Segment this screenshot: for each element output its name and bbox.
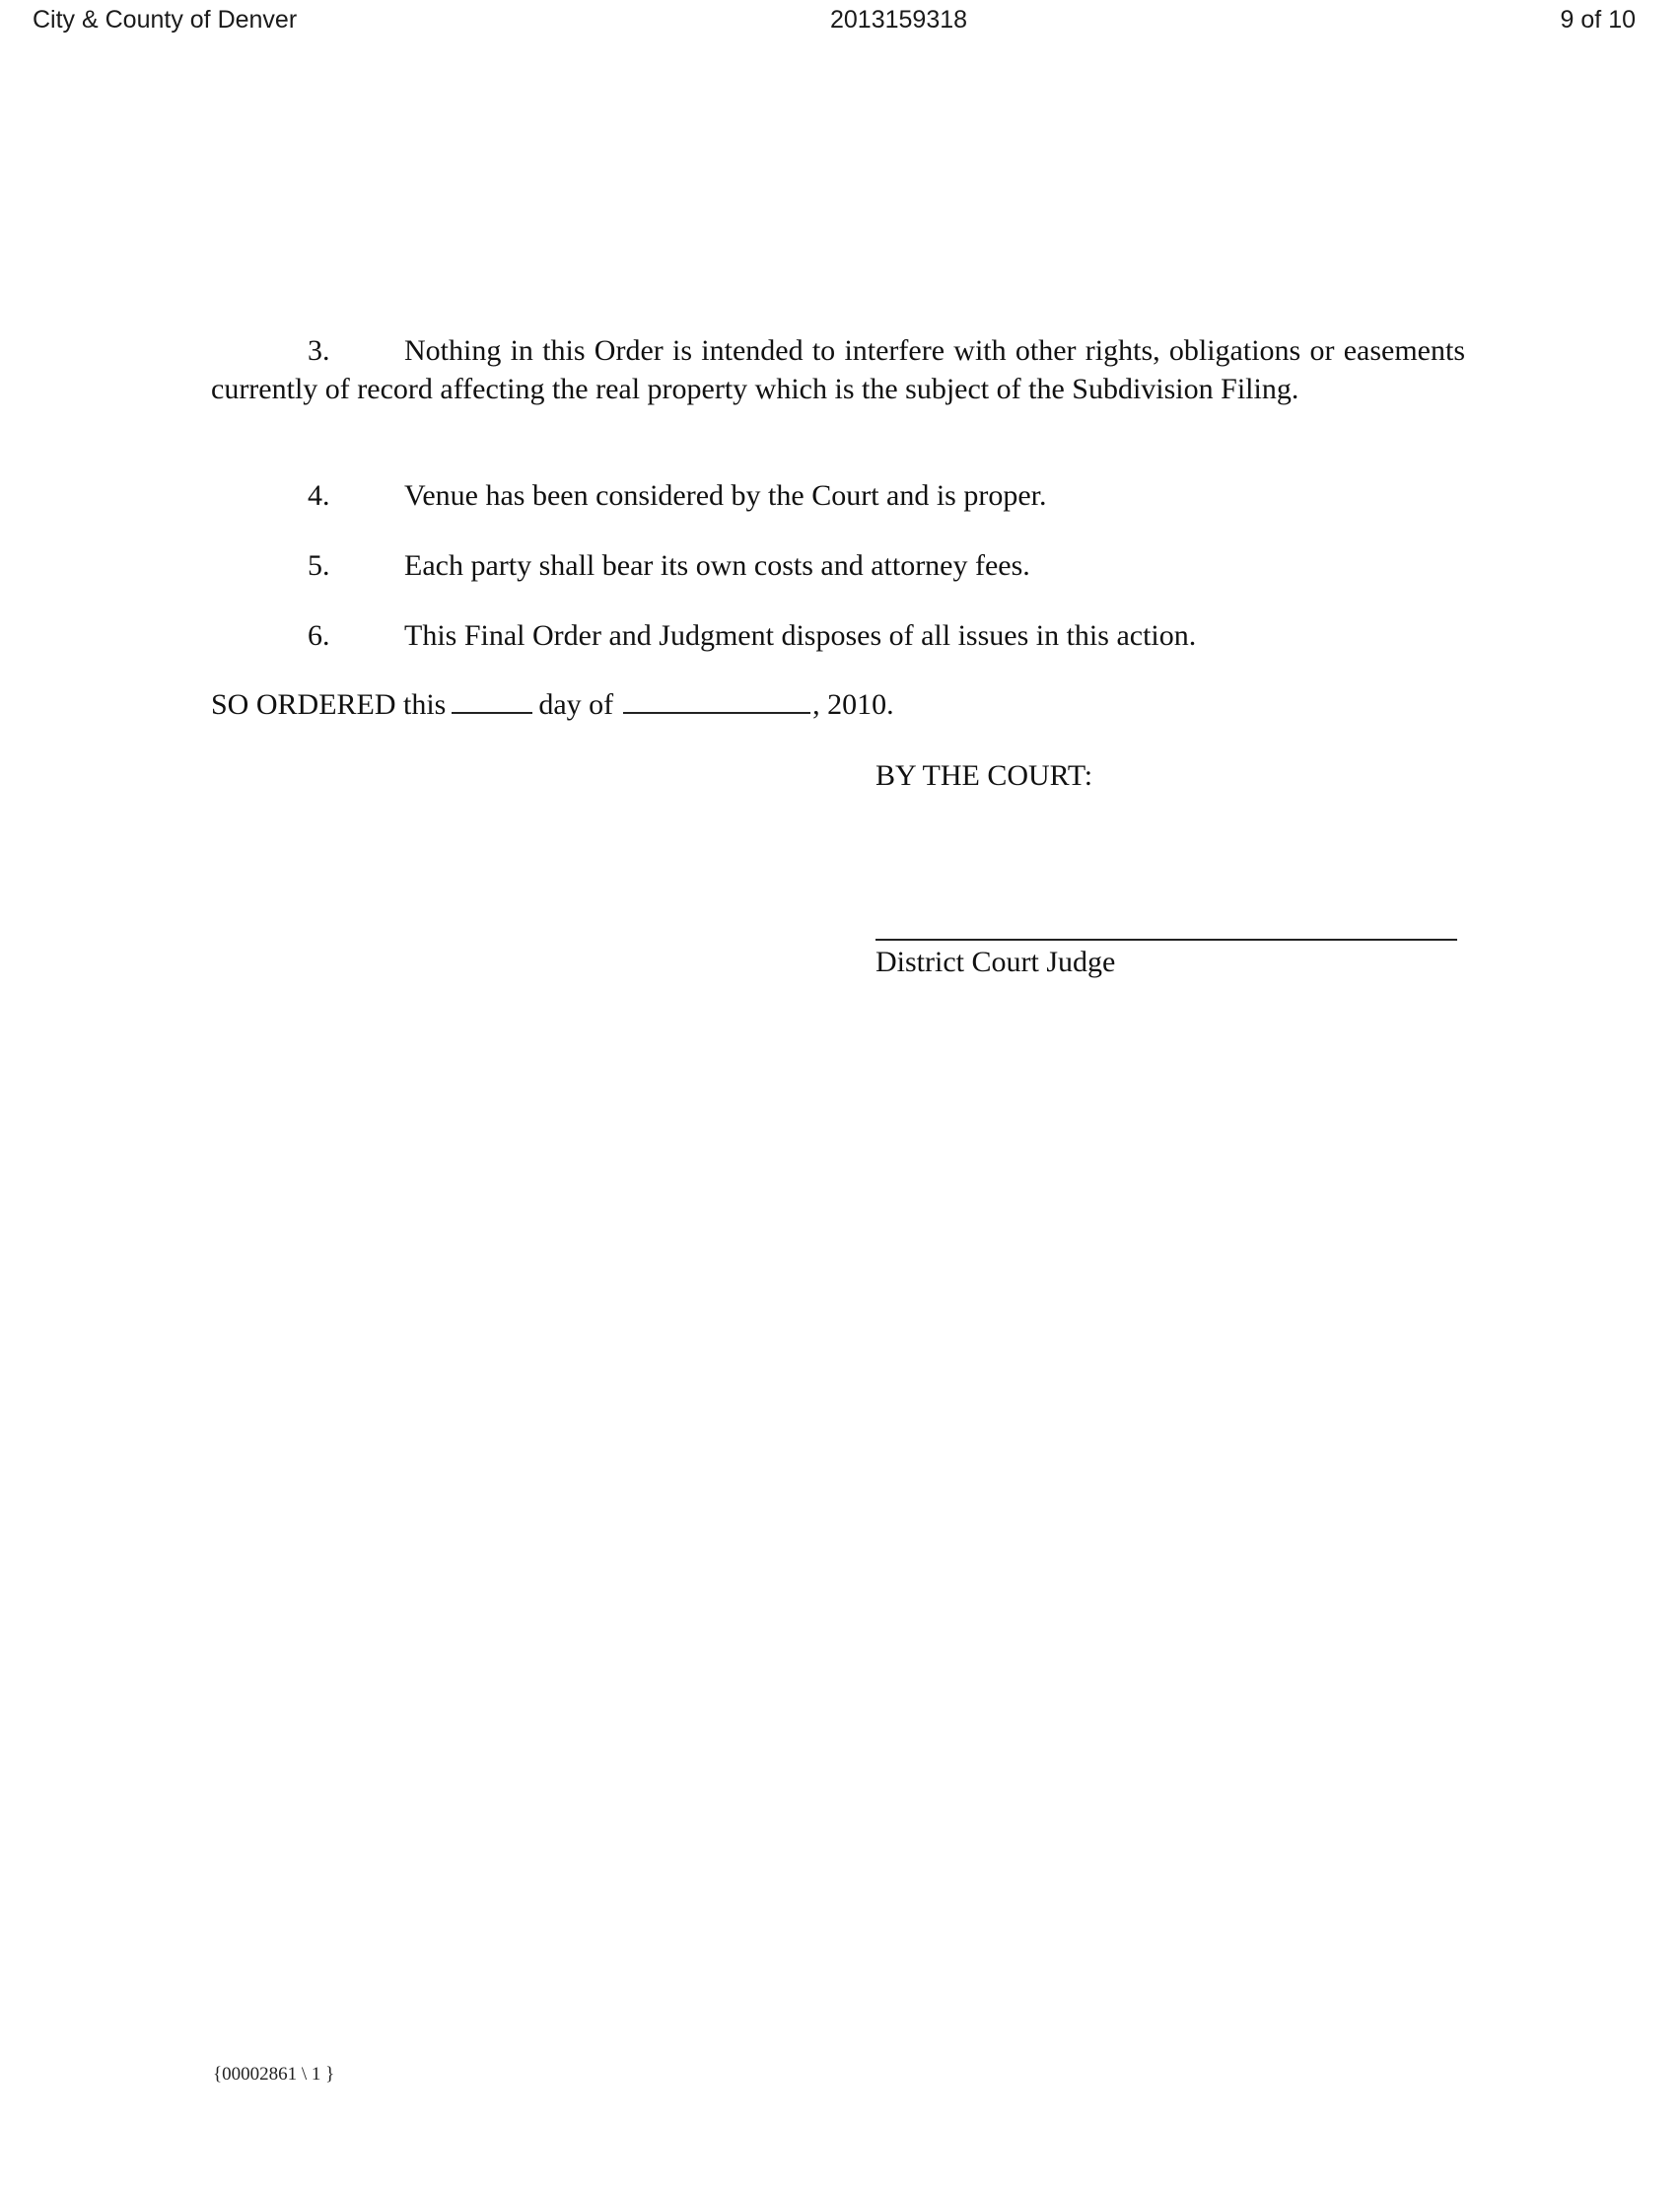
by-the-court: BY THE COURT: [875,759,1093,792]
paragraph-4 [308,476,1047,515]
so-ordered-prefix: SO ORDERED this [211,688,447,721]
footer-document-code: {00002861 \ 1 } [213,2064,335,2085]
so-ordered-suffix: , 2010. [812,688,894,721]
signature-line [875,939,1457,941]
paragraph-4-text: Venue has been considered by the Court and is proper. [404,479,1047,512]
paragraph-3 [211,331,1465,408]
header-jurisdiction: City & County of Denver [33,6,298,34]
paragraph-3-number: 3. [308,334,330,367]
month-blank [623,686,810,714]
header-document-number: 2013159318 [830,6,968,34]
paragraph-6-number: 6. [308,619,330,652]
paragraph-5-text: Each party shall bear its own costs and attorney fees. [404,549,1030,582]
paragraph-5-number: 5. [308,549,330,582]
paragraph-3-text: Nothing in this Order is intended to interfere with other rights, obligations or easements currently of record affecting the real property which is the subject of the Subdivision Filing. [211,334,1465,405]
paragraph-6 [308,616,1196,655]
signature-title: District Court Judge [875,946,1116,978]
paragraph-4-number: 4. [308,479,330,512]
page-header [0,0,1680,47]
paragraph-6-text: This Final Order and Judgment disposes of all issues in this action. [404,619,1197,652]
day-blank [452,686,532,714]
header-page-count: 9 of 10 [1560,6,1636,34]
so-ordered-middle: day of [538,688,614,721]
paragraph-5 [308,546,1030,585]
so-ordered-line [211,685,894,724]
